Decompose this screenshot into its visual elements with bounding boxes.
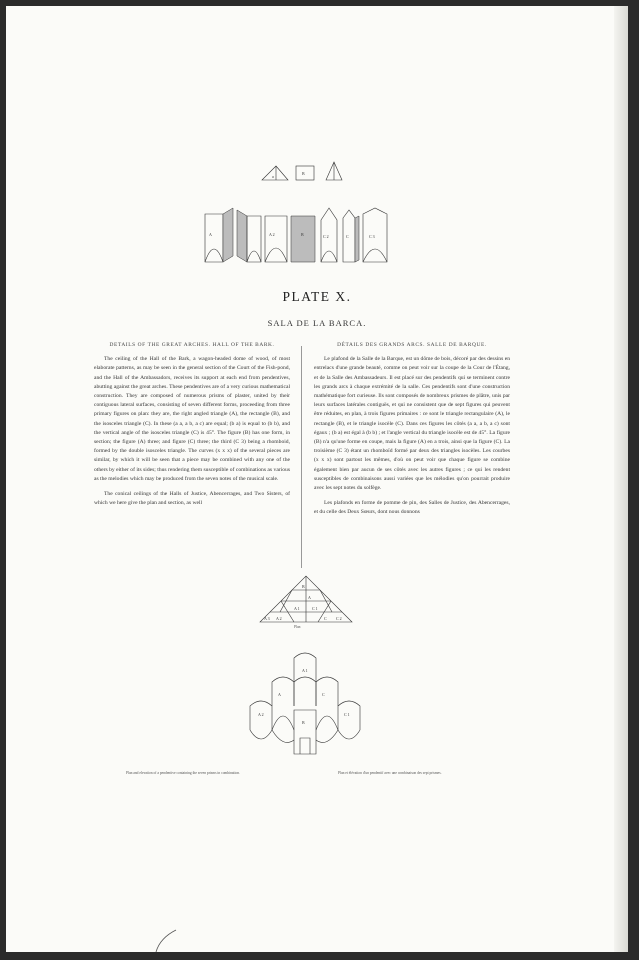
svg-text:C: C — [324, 616, 327, 621]
plate-page — [6, 6, 628, 952]
book-gutter — [614, 6, 628, 952]
svg-text:A 1: A 1 — [294, 606, 300, 611]
svg-text:C 3: C 3 — [369, 234, 375, 239]
prism-c — [343, 210, 359, 262]
pendentive-plan — [256, 574, 356, 626]
english-paragraph-1: The ceiling of the Hall of the Bark, a wagon-headed dome of wood, of most elaborate patterns, as may be seen in the general section of the Court of the Fish-pond, and the Hall of the Ambassadors, receives its support at each end from pendentives, abutting against the great arches. These pendentives are of a very curious mathematical construction. They are composed of numerous prisms of plaster, united by their contiguous lateral surfaces, consisting of seven different forms, proceeding from three primary figures on plan: they are, the right angled triangle (A), the rectangle (B), and the isosceles triangle (C). In these (a a, a b, a c) are equal; (b a) is equal to (b b), and the vertical angle of the isosceles triangle (C) is 45°. The figure (B) has one form, in section; the figure (A) three; and figure (C) three; the third (C 3) being a rhomboid, formed by the double isosceles triangle. The curves (x x x) of the several pieces are similar, by which it will be seen that a piece may be combined with any one of the others by either of its sides; thus rendering them susceptible of combinations as various as the melodies which may be produced from the seven notes of the musical scale. — [94, 356, 290, 482]
pencil-mark — [154, 928, 178, 952]
english-paragraph-2: The conical ceilings of the Halls of Justice, Abencerrages, and Two Sisters, of which we here give the plan and section, as well — [94, 491, 290, 507]
svg-text:A 2: A 2 — [258, 712, 264, 717]
svg-text:B: B — [302, 720, 305, 725]
plate-subtitle: SALA DE LA BARCA. — [267, 318, 367, 328]
plan-label: Plan — [294, 625, 301, 629]
english-column — [94, 341, 290, 508]
prism-c2 — [321, 208, 337, 262]
french-column — [314, 341, 510, 518]
label-b: B — [302, 171, 305, 176]
triangle-plan-a — [262, 166, 288, 180]
svg-text:A 1: A 1 — [302, 668, 308, 673]
prism-elevation-figures — [203, 206, 393, 264]
french-paragraph-1: Le plafond de la Salle de la Barque, est un dôme de bois, décoré par des dessins en entrelacs d'une grande beauté, comme on peut voir sur la coupe de la Cour de l'Étang, et de la Salle des Ambassadeurs. Il est placé sur des pendentifs qui se terminent contre les grands arcs à chaque extrémité de la salle. Ces pendentifs sont d'une construction mathématique fort curieuse. Ils sont composés de nombreux prismes de plâtre, unis par leurs surfaces latérales contiguës, et qui ne consistent que de sept figures qui peuvent être réduites, en plan, à trois figures primaires : ce sont le triangle rectangulaire (A), le rectangle (B), et le triangle isocèle (C). Dans ces figures les côtés (a a, a b, a c) sont égaux ; (b a) est égal à (b b) ; et l'angle vertical du triangle isocèle est de 45°. La figure (B) n'a qu'une forme en coupe, mais la figure (A) en a trois, ainsi que la figure (C). La troisième (C 3) étant un rhomboïd formé par deux des triangles isocèles. Les courbes (x x x) sont partout les mêmes, d'où on peut voir que chaque figure se combine également bien par aucun de ses côtés avec les autres figures ; ce qui les rendent susceptibles de combinaisons aussi variées que les mélodies qu'on pourrait produire avec les sept notes du solfège. — [314, 356, 510, 492]
prism-b2 — [291, 216, 315, 262]
svg-text:B: B — [302, 584, 305, 589]
french-heading: DÉTAILS DES GRANDS ARCS. SALLE DE BARQUE. — [337, 342, 487, 348]
french-paragraph-2: Les plafonds en forme de pomme de pin, des Salles de Justice, des Abencerrages, et du celle des Deux Sœurs, dont nous donnons — [314, 500, 510, 516]
prism-c3 — [363, 208, 387, 262]
svg-text:A: A — [209, 232, 212, 237]
column-divider — [301, 346, 302, 568]
svg-text:A 3: A 3 — [264, 616, 270, 621]
prism-a — [205, 208, 233, 262]
prism-a2 — [265, 216, 287, 262]
pendentive-elevation — [244, 648, 366, 760]
svg-text:C 1: C 1 — [312, 606, 318, 611]
label-a: a — [272, 174, 274, 179]
plate-title: PLATE X. — [282, 289, 352, 304]
rectangle-plan-b — [296, 166, 314, 180]
caption-english: Plan and elevation of a pendentive containing the seven prisms in combination. — [126, 771, 240, 775]
prism-plan-figures — [254, 158, 354, 193]
svg-text:C: C — [322, 692, 325, 697]
svg-text:C: C — [346, 234, 349, 239]
caption-french: Plan et élévation d'un pendentif avec une combinaison des sept prismes. — [338, 771, 442, 775]
svg-text:A 2: A 2 — [269, 232, 275, 237]
svg-text:C 2: C 2 — [323, 234, 329, 239]
prism-b — [237, 210, 261, 262]
svg-text:C 2: C 2 — [336, 616, 342, 621]
svg-text:A: A — [278, 692, 281, 697]
svg-text:C 1: C 1 — [344, 712, 350, 717]
svg-text:B: B — [301, 232, 304, 237]
english-heading: DETAILS OF THE GREAT ARCHES. HALL OF THE BARK. — [109, 342, 275, 348]
svg-text:A 2: A 2 — [276, 616, 282, 621]
svg-text:A: A — [308, 595, 311, 600]
